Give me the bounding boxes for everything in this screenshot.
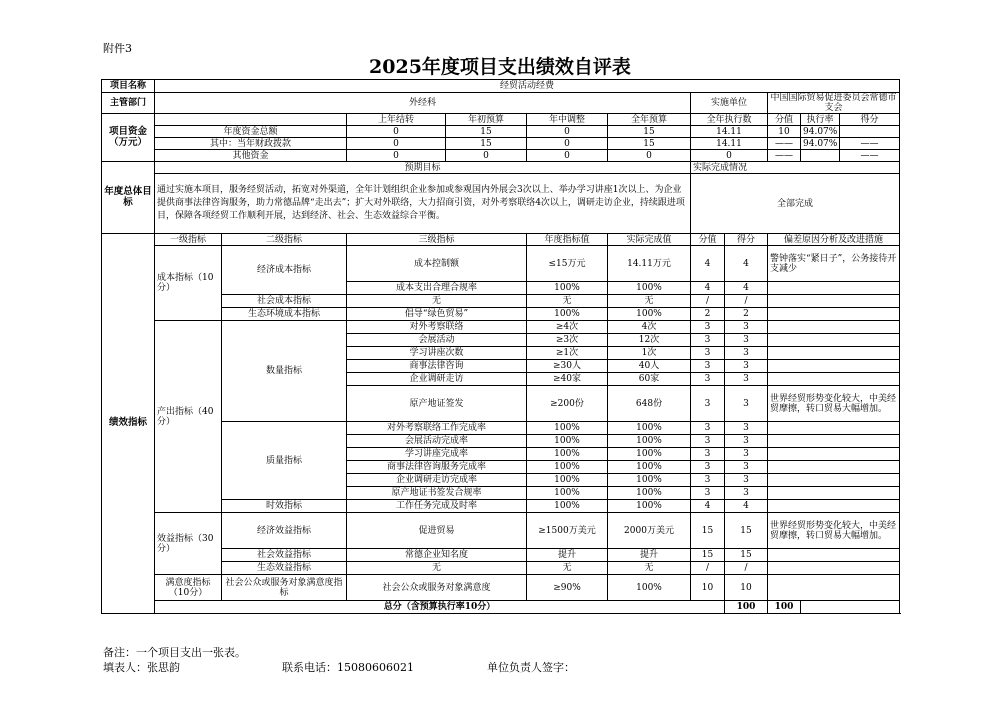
actual-value: 4次 [608, 321, 691, 334]
got-value: 2 [725, 308, 768, 321]
l3-indicator: 成本控制额 [347, 246, 527, 282]
l3-indicator: 学习讲座完成率 [347, 448, 527, 461]
actual-value: 100% [608, 461, 691, 474]
target-value: 100% [527, 282, 608, 295]
l3-indicator: 常德企业知名度 [347, 549, 527, 562]
actual-value: 100% [608, 487, 691, 500]
deviation-note: 警钟落实“紧日子”，公务接待开支减少 [768, 246, 900, 282]
score-value: 4 [691, 282, 725, 295]
footer-filler: 填表人：张思韵 [103, 661, 180, 674]
deviation-note [768, 448, 900, 461]
total-blank [801, 601, 900, 614]
actual-value: 40人 [608, 360, 691, 373]
target-value: 100% [527, 448, 608, 461]
actual-value: 14.11万元 [608, 246, 691, 282]
goal-actual-text: 全部完成 [691, 174, 900, 234]
total-score: 100 [725, 601, 768, 614]
deviation-note: 世界经贸形势变化较大，中美经贸摩擦，转口贸易大幅增加。 [768, 513, 900, 549]
funds-header: 年中调整 [527, 114, 608, 126]
actual-value: 100% [608, 308, 691, 321]
l1-satisfaction: 满意度指标（10分） [155, 575, 222, 601]
l3-indicator: 企业调研走访 [347, 373, 527, 386]
goal-expected-header: 预期目标 [155, 162, 691, 174]
actual-value: 100% [608, 575, 691, 601]
deviation-note [768, 500, 900, 513]
l1-output: 产出指标（40分） [155, 321, 222, 513]
table-row [102, 500, 900, 513]
actual-value: 2000万美元 [608, 513, 691, 549]
perf-header: 二级指标 [222, 234, 347, 246]
funds-cell [840, 126, 900, 138]
l3-indicator: 成本支出合理合规率 [347, 282, 527, 295]
got-value: 4 [725, 500, 768, 513]
target-value: ≥40家 [527, 373, 608, 386]
funds-cell [801, 150, 840, 162]
actual-value: 60家 [608, 373, 691, 386]
funds-cell: 15 [608, 138, 691, 150]
score-value: 3 [691, 373, 725, 386]
score-value: 3 [691, 347, 725, 360]
funds-cell: 14.11 [691, 126, 768, 138]
funds-header: 全年预算 [608, 114, 691, 126]
l3-indicator: 促进贸易 [347, 513, 527, 549]
l2-cost-econ: 经济成本指标 [222, 246, 347, 295]
funds-cell: 0 [347, 126, 446, 138]
funds-label: 项目资金（万元） [102, 114, 155, 162]
score-value: 4 [691, 246, 725, 282]
actual-value: 无 [608, 295, 691, 308]
deviation-note [768, 549, 900, 562]
score-value: 2 [691, 308, 725, 321]
table-row [102, 308, 900, 321]
l3-indicator: 倡导“绿色贸易” [347, 308, 527, 321]
target-value: 100% [527, 422, 608, 435]
got-value: / [725, 295, 768, 308]
table-row [102, 321, 900, 334]
table-row [102, 295, 900, 308]
score-value: 15 [691, 513, 725, 549]
target-value: 无 [527, 295, 608, 308]
score-value: 10 [691, 575, 725, 601]
got-value: 3 [725, 360, 768, 373]
got-value: 3 [725, 448, 768, 461]
score-value: / [691, 295, 725, 308]
got-value: 10 [725, 575, 768, 601]
page-title: 2025年度项目支出绩效自评表 [369, 56, 631, 78]
funds-cell: 15 [446, 138, 527, 150]
l3-indicator: 原产地证签发 [347, 386, 527, 422]
funds-row [102, 138, 900, 150]
l2-output-qual: 质量指标 [222, 422, 347, 500]
table-row [102, 575, 900, 601]
perf-header: 年度指标值 [527, 234, 608, 246]
funds-header: 得分 [840, 114, 900, 126]
deviation-note [768, 575, 900, 601]
dept-value: 外经科 [155, 93, 691, 114]
l1-cost: 成本指标（10分） [155, 246, 222, 321]
funds-cell: 14.11 [691, 138, 768, 150]
footer-note: 备注：一个项目支出一张表。 [103, 646, 246, 659]
total-row [102, 601, 900, 614]
got-value: 3 [725, 321, 768, 334]
perf-header: 得分 [725, 234, 768, 246]
got-value: 3 [725, 347, 768, 360]
actual-value: 648份 [608, 386, 691, 422]
target-value: ≥90% [527, 575, 608, 601]
table-row [102, 422, 900, 435]
funds-row [102, 150, 900, 162]
score-value: 3 [691, 422, 725, 435]
l3-indicator: 对外考察联络工作完成率 [347, 422, 527, 435]
got-value: 4 [725, 246, 768, 282]
l3-indicator: 对外考察联络 [347, 321, 527, 334]
deviation-note [768, 435, 900, 448]
got-value: 15 [725, 549, 768, 562]
funds-header: 年初预算 [446, 114, 527, 126]
total-label: 总分（含预算执行率10分） [155, 601, 725, 614]
got-value: 3 [725, 435, 768, 448]
got-value: / [725, 562, 768, 575]
actual-value: 100% [608, 474, 691, 487]
performance-table [101, 79, 900, 614]
score-value: 3 [691, 360, 725, 373]
funds-cell: 0 [347, 138, 446, 150]
score-value: 3 [691, 461, 725, 474]
l2-cost-eco: 生态环境成本指标 [222, 308, 347, 321]
target-value: ≥3次 [527, 334, 608, 347]
table-row [102, 562, 900, 575]
got-value: 3 [725, 474, 768, 487]
l3-indicator: 商事法律咨询服务完成率 [347, 461, 527, 474]
funds-header: 全年执行数 [691, 114, 768, 126]
funds-row-name: 其他资金 [155, 150, 347, 162]
actual-value: 100% [608, 282, 691, 295]
funds-cell: 0 [691, 150, 768, 162]
actual-value: 100% [608, 448, 691, 461]
got-value: 3 [725, 373, 768, 386]
l2-benefit-social: 社会效益指标 [222, 549, 347, 562]
l3-indicator: 无 [347, 562, 527, 575]
deviation-note [768, 562, 900, 575]
target-value: 100% [527, 474, 608, 487]
project-name-value: 经贸活动经费 [155, 80, 900, 93]
footer-phone: 联系电话：15080606021 [282, 661, 414, 674]
deviation-note [768, 422, 900, 435]
score-value: 3 [691, 448, 725, 461]
deviation-note [768, 373, 900, 386]
perf-header: 分值 [691, 234, 725, 246]
funds-cell: —— [840, 138, 900, 150]
perf-header: 实际完成值 [608, 234, 691, 246]
funds-header: 上年结转 [347, 114, 446, 126]
score-value: 3 [691, 435, 725, 448]
funds-header-blank [155, 114, 347, 126]
deviation-note [768, 487, 900, 500]
footer-sign: 单位负责人签字： [487, 661, 575, 674]
score-value: / [691, 562, 725, 575]
l3-indicator: 会展活动完成率 [347, 435, 527, 448]
perf-header: 一级指标 [155, 234, 222, 246]
target-value: 无 [527, 562, 608, 575]
score-value: 15 [691, 549, 725, 562]
project-name-label: 项目名称 [102, 80, 155, 93]
perf-header: 三级指标 [347, 234, 527, 246]
total-got: 100 [768, 601, 801, 614]
l3-indicator: 社会公众或服务对象满意度 [347, 575, 527, 601]
actual-value: 100% [608, 422, 691, 435]
l3-indicator: 无 [347, 295, 527, 308]
perf-header: 偏差原因分析及改进措施 [768, 234, 900, 246]
score-value: 3 [691, 386, 725, 422]
l2-benefit-eco: 生态效益指标 [222, 562, 347, 575]
actual-value: 无 [608, 562, 691, 575]
deviation-note [768, 295, 900, 308]
funds-cell: 10 [768, 126, 801, 138]
l2-cost-social: 社会成本指标 [222, 295, 347, 308]
deviation-note: 世界经贸形势变化较大，中美经贸摩擦，转口贸易大幅增加。 [768, 386, 900, 422]
table-row [102, 549, 900, 562]
goal-expected-text: 通过实施本项目，服务经贸活动，拓宽对外渠道，全年计划组织企业参加或参观国内外展会3次以上、举办学习讲座1次以上、为企业提供商事法律咨询服务，助力常德品牌“走出去”；扩大对外联络，大力招商引资，对外考察联络4次以上，调研走访企业，持续跟进项目，保障各项经贸工作顺利开展，达到经济、社会、生态效益综合平衡。 [155, 174, 691, 234]
l2-output-time: 时效指标 [222, 500, 347, 513]
unit-value: 中国国际贸易促进委员会常德市支会 [768, 93, 900, 114]
deviation-note [768, 360, 900, 373]
funds-header: 执行率 [801, 114, 840, 126]
l2-output-qty: 数量指标 [222, 321, 347, 422]
funds-cell: 0 [608, 150, 691, 162]
table-row [102, 246, 900, 282]
target-value: 100% [527, 461, 608, 474]
target-value: 100% [527, 500, 608, 513]
l3-indicator: 会展活动 [347, 334, 527, 347]
l3-indicator: 原产地证书签发合规率 [347, 487, 527, 500]
actual-value: 100% [608, 500, 691, 513]
funds-cell: —— [768, 150, 801, 162]
score-value: 4 [691, 500, 725, 513]
unit-label: 实施单位 [691, 93, 768, 114]
l3-indicator: 商事法律咨询 [347, 360, 527, 373]
actual-value: 100% [608, 435, 691, 448]
deviation-note [768, 308, 900, 321]
attachment-label: 附件3 [103, 42, 132, 55]
funds-cell: 0 [347, 150, 446, 162]
got-value: 3 [725, 422, 768, 435]
deviation-note [768, 461, 900, 474]
deviation-note [768, 321, 900, 334]
funds-cell: 0 [446, 150, 527, 162]
deviation-note [768, 347, 900, 360]
goal-actual-header: 实际完成情况 [691, 162, 900, 174]
score-value: 3 [691, 321, 725, 334]
target-value: ≤15万元 [527, 246, 608, 282]
funds-row-name: 其中：当年财政拨款 [155, 138, 347, 150]
target-value: ≥200份 [527, 386, 608, 422]
target-value: 100% [527, 435, 608, 448]
l3-indicator: 工作任务完成及时率 [347, 500, 527, 513]
got-value: 3 [725, 461, 768, 474]
got-value: 3 [725, 487, 768, 500]
perf-label: 绩效指标 [102, 234, 155, 614]
got-value: 4 [725, 282, 768, 295]
funds-cell: 0 [527, 138, 608, 150]
score-value: 3 [691, 474, 725, 487]
target-value: 100% [527, 487, 608, 500]
target-value: 100% [527, 308, 608, 321]
target-value: ≥30人 [527, 360, 608, 373]
funds-header: 分值 [768, 114, 801, 126]
target-value: ≥4次 [527, 321, 608, 334]
score-value: 3 [691, 487, 725, 500]
l2-benefit-econ: 经济效益指标 [222, 513, 347, 549]
score-value: 3 [691, 334, 725, 347]
l3-indicator: 学习讲座次数 [347, 347, 527, 360]
got-value: 3 [725, 334, 768, 347]
l3-indicator: 企业调研走访完成率 [347, 474, 527, 487]
l1-benefit: 效益指标（30分） [155, 513, 222, 575]
got-value: 3 [725, 386, 768, 422]
target-value: ≥1500万美元 [527, 513, 608, 549]
funds-cell: 94.07% [801, 126, 840, 138]
deviation-note [768, 474, 900, 487]
got-value: 15 [725, 513, 768, 549]
deviation-note [768, 282, 900, 295]
target-value: ≥1次 [527, 347, 608, 360]
actual-value: 12次 [608, 334, 691, 347]
actual-value: 1次 [608, 347, 691, 360]
dept-label: 主管部门 [102, 93, 155, 114]
funds-cell: —— [840, 150, 900, 162]
funds-row-name: 年度资金总额 [155, 126, 347, 138]
target-value: 提升 [527, 549, 608, 562]
funds-cell: 15 [446, 126, 527, 138]
funds-cell: 94.07% [801, 138, 840, 150]
funds-cell: 15 [608, 126, 691, 138]
l2-satisfaction: 社会公众或服务对象满意度指标 [222, 575, 347, 601]
deviation-note [768, 334, 900, 347]
table-row [102, 513, 900, 549]
funds-cell: —— [768, 138, 801, 150]
goal-label: 年度总体目标 [102, 162, 155, 234]
funds-row [102, 126, 900, 138]
actual-value: 提升 [608, 549, 691, 562]
funds-cell: 0 [527, 126, 608, 138]
funds-cell: 0 [527, 150, 608, 162]
